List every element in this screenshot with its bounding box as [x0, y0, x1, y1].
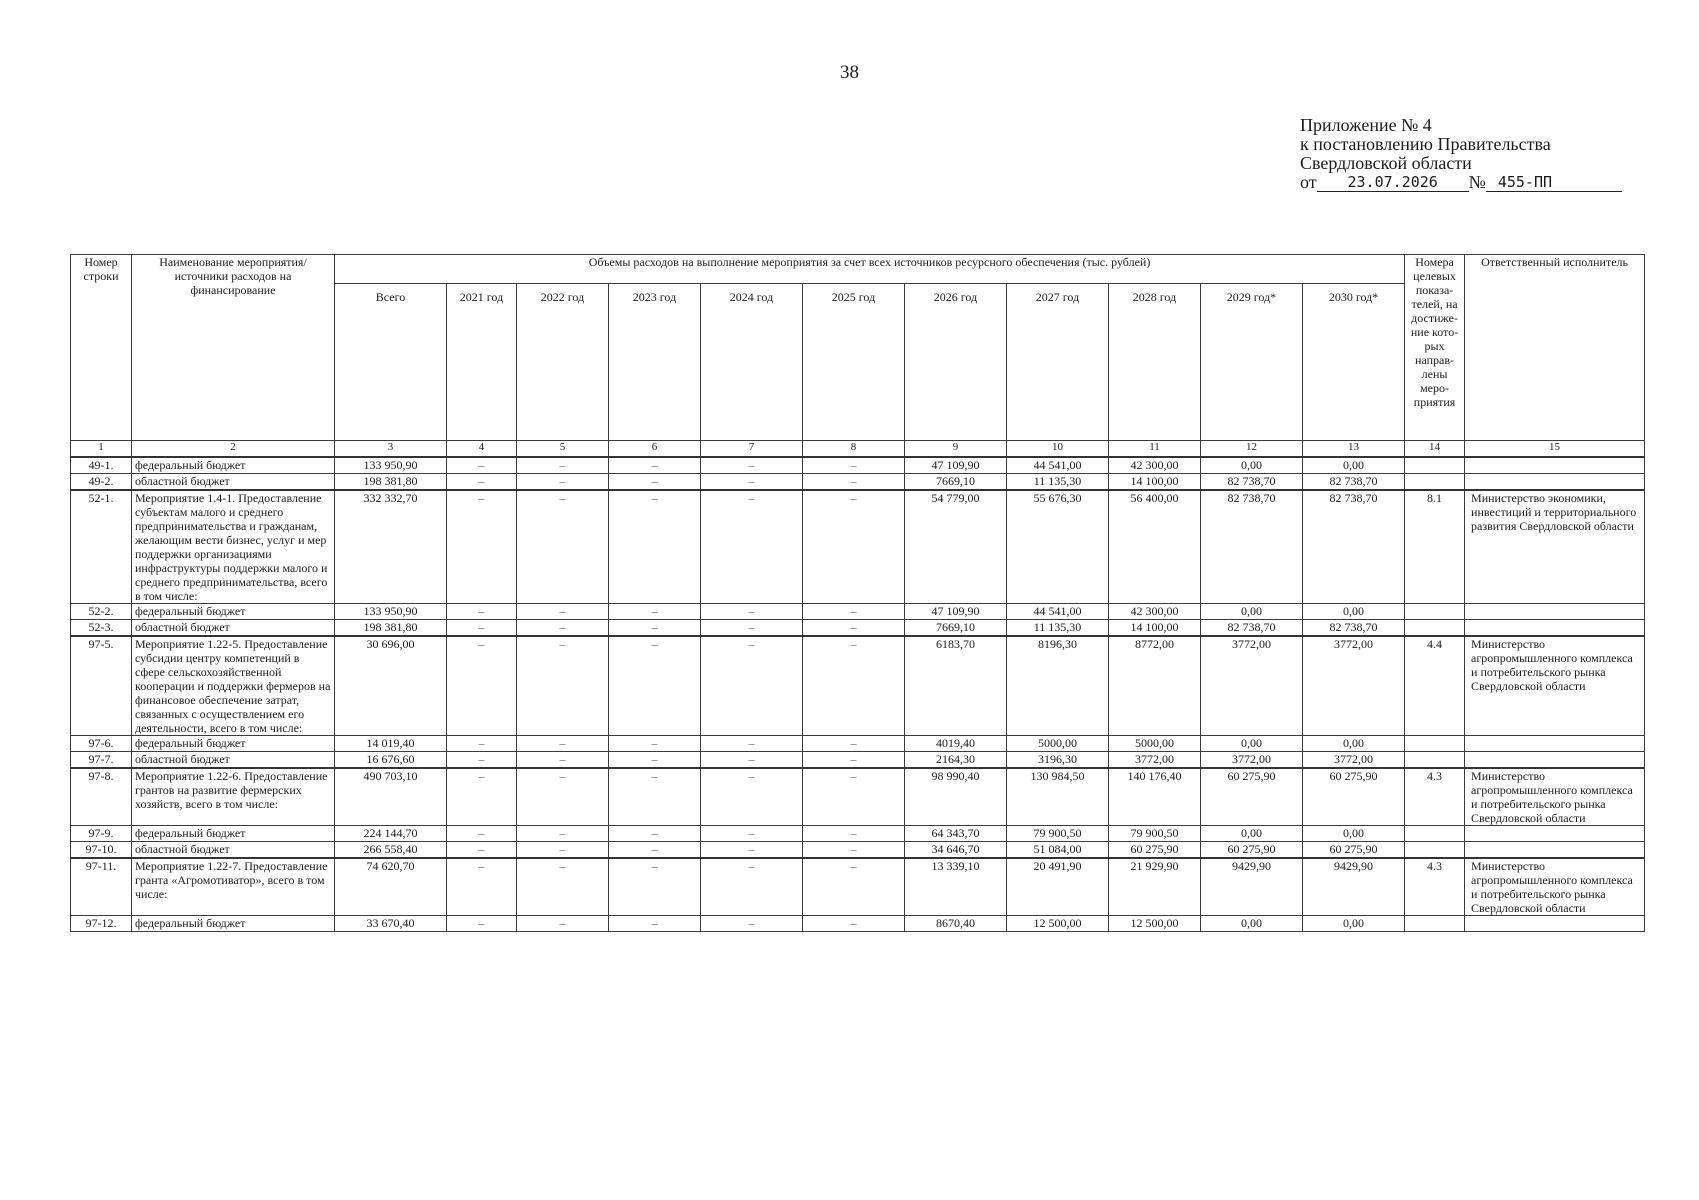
row-number-cell: 97-7. — [71, 752, 132, 769]
total-value-cell: 33 670,40 — [335, 916, 447, 932]
source-row — [71, 457, 1645, 474]
total-value-cell: 198 381,80 — [335, 620, 447, 637]
column-number: 4 — [447, 441, 517, 458]
source-row — [71, 736, 1645, 752]
row-number-cell: 97-11. — [71, 858, 132, 916]
year-value-cell: 60 275,90 — [1201, 768, 1303, 826]
year-value-cell: – — [701, 490, 803, 604]
page-number: 38 — [840, 62, 859, 83]
column-number: 6 — [609, 441, 701, 458]
year-value-cell: – — [701, 768, 803, 826]
executor-cell — [1465, 620, 1645, 637]
year-value-cell: – — [803, 768, 905, 826]
year-value-cell: 42 300,00 — [1109, 604, 1201, 620]
row-number-cell: 97-6. — [71, 736, 132, 752]
year-value-cell: – — [609, 490, 701, 604]
column-number: 14 — [1405, 441, 1465, 458]
year-value-cell: – — [447, 736, 517, 752]
header-year: 2028 год — [1109, 284, 1201, 441]
year-value-cell: 3772,00 — [1201, 636, 1303, 736]
year-value-cell: – — [609, 457, 701, 474]
year-value-cell: 14 100,00 — [1109, 620, 1201, 637]
year-value-cell: 82 738,70 — [1303, 620, 1405, 637]
target-indicator-cell — [1405, 842, 1465, 859]
year-value-cell: 56 400,00 — [1109, 490, 1201, 604]
year-value-cell: – — [701, 457, 803, 474]
target-indicator-cell — [1405, 736, 1465, 752]
header-year: 2021 год — [447, 284, 517, 441]
header-total: Всего — [335, 284, 447, 441]
target-indicator-cell — [1405, 620, 1465, 637]
year-value-cell: 7669,10 — [905, 620, 1007, 637]
year-value-cell: 82 738,70 — [1303, 474, 1405, 491]
year-value-cell: 4019,40 — [905, 736, 1007, 752]
year-value-cell: 3772,00 — [1109, 752, 1201, 769]
year-value-cell: 3772,00 — [1201, 752, 1303, 769]
year-value-cell: – — [803, 736, 905, 752]
year-value-cell: 11 135,30 — [1007, 474, 1109, 491]
column-number: 9 — [905, 441, 1007, 458]
year-value-cell: 60 275,90 — [1303, 842, 1405, 859]
total-value-cell: 14 019,40 — [335, 736, 447, 752]
row-number-cell: 52-1. — [71, 490, 132, 604]
row-name-cell: федеральный бюджет — [132, 457, 335, 474]
executor-cell — [1465, 736, 1645, 752]
year-value-cell: – — [803, 752, 905, 769]
year-value-cell: 0,00 — [1303, 604, 1405, 620]
header-year: 2024 год — [701, 284, 803, 441]
year-value-cell: – — [701, 842, 803, 859]
target-indicator-cell — [1405, 604, 1465, 620]
row-number-cell: 97-9. — [71, 826, 132, 842]
number-label: № — [1468, 172, 1486, 192]
year-value-cell: – — [609, 916, 701, 932]
row-name-cell: Мероприятие 1.4-1. Предоставление субъектам малого и среднего предпринимательства и гражданам, желающим вести бизнес, услуг и мер поддержки организациями инфраструктуры поддержки малого и среднего предпринимательства, всего в том числе: — [132, 490, 335, 604]
row-name-cell: федеральный бюджет — [132, 826, 335, 842]
year-value-cell: – — [609, 636, 701, 736]
year-value-cell: 82 738,70 — [1201, 474, 1303, 491]
year-value-cell: 130 984,50 — [1007, 768, 1109, 826]
year-value-cell: 7669,10 — [905, 474, 1007, 491]
year-value-cell: – — [517, 604, 609, 620]
year-value-cell: 55 676,30 — [1007, 490, 1109, 604]
year-value-cell: 8670,40 — [905, 916, 1007, 932]
year-value-cell: – — [803, 858, 905, 916]
year-value-cell: 12 500,00 — [1007, 916, 1109, 932]
target-indicator-cell: 4.3 — [1405, 768, 1465, 826]
year-value-cell: – — [803, 457, 905, 474]
year-value-cell: 12 500,00 — [1109, 916, 1201, 932]
year-value-cell: 2164,30 — [905, 752, 1007, 769]
table-body — [71, 457, 1645, 932]
row-number-cell: 97-5. — [71, 636, 132, 736]
year-value-cell: – — [447, 474, 517, 491]
year-value-cell: 82 738,70 — [1303, 490, 1405, 604]
year-value-cell: 0,00 — [1303, 457, 1405, 474]
target-indicator-cell: 4.3 — [1405, 858, 1465, 916]
header-year: 2027 год — [1007, 284, 1109, 441]
row-name-cell: областной бюджет — [132, 620, 335, 637]
executor-cell — [1465, 916, 1645, 932]
measure-row — [71, 490, 1645, 604]
year-value-cell: – — [609, 604, 701, 620]
header-targets: Номера целевых показа-телей, на достиже-ние кото-рых направ-лены меро-приятия — [1405, 255, 1465, 441]
year-value-cell: – — [701, 620, 803, 637]
target-indicator-cell — [1405, 752, 1465, 769]
row-name-cell: Мероприятие 1.22-7. Предоставление гранта «Агромотиватор», всего в том числе: — [132, 858, 335, 916]
total-value-cell: 198 381,80 — [335, 474, 447, 491]
year-value-cell: 0,00 — [1201, 604, 1303, 620]
budget-table — [70, 254, 1645, 932]
column-number-row — [71, 441, 1645, 458]
year-value-cell: – — [517, 636, 609, 736]
total-value-cell: 74 620,70 — [335, 858, 447, 916]
year-value-cell: 79 900,50 — [1109, 826, 1201, 842]
row-number-cell: 97-10. — [71, 842, 132, 859]
row-name-cell: областной бюджет — [132, 474, 335, 491]
year-value-cell: 60 275,90 — [1303, 768, 1405, 826]
year-value-cell: 98 990,40 — [905, 768, 1007, 826]
column-number: 2 — [132, 441, 335, 458]
year-value-cell: 0,00 — [1303, 736, 1405, 752]
year-value-cell: 14 100,00 — [1109, 474, 1201, 491]
year-value-cell: – — [609, 620, 701, 637]
year-value-cell: – — [803, 916, 905, 932]
year-value-cell: 6183,70 — [905, 636, 1007, 736]
year-value-cell: 20 491,90 — [1007, 858, 1109, 916]
executor-cell: Министерство агропромышленного комплекса и потребительского рынка Свердловской области — [1465, 636, 1645, 736]
target-indicator-cell — [1405, 474, 1465, 491]
header-year: 2025 год — [803, 284, 905, 441]
year-value-cell: – — [447, 752, 517, 769]
source-row — [71, 826, 1645, 842]
year-value-cell: 82 738,70 — [1201, 490, 1303, 604]
year-value-cell: 82 738,70 — [1201, 620, 1303, 637]
measure-row — [71, 858, 1645, 916]
from-label: от — [1300, 172, 1317, 192]
year-value-cell: 8196,30 — [1007, 636, 1109, 736]
year-value-cell: – — [517, 474, 609, 491]
column-number: 13 — [1303, 441, 1405, 458]
year-value-cell: – — [517, 620, 609, 637]
year-value-cell: 0,00 — [1201, 916, 1303, 932]
year-value-cell: – — [803, 826, 905, 842]
year-value-cell: – — [447, 826, 517, 842]
year-value-cell: 0,00 — [1201, 826, 1303, 842]
source-row — [71, 604, 1645, 620]
row-number-cell: 52-2. — [71, 604, 132, 620]
target-indicator-cell: 8.1 — [1405, 490, 1465, 604]
source-row — [71, 752, 1645, 769]
executor-cell: Министерство агропромышленного комплекса и потребительского рынка Свердловской области — [1465, 768, 1645, 826]
year-value-cell: – — [517, 916, 609, 932]
source-row — [71, 620, 1645, 637]
row-name-cell: Мероприятие 1.22-5. Предоставление субсидии центру компетенций в сфере сельскохозяйственной кооперации и поддержки фермеров на финансовое обеспечение затрат, связанных с осуществлением его деятельности, всего в том числе: — [132, 636, 335, 736]
row-number-cell: 97-12. — [71, 916, 132, 932]
year-value-cell: 5000,00 — [1007, 736, 1109, 752]
total-value-cell: 490 703,10 — [335, 768, 447, 826]
column-number: 3 — [335, 441, 447, 458]
row-name-cell: областной бюджет — [132, 752, 335, 769]
header-year: 2026 год — [905, 284, 1007, 441]
year-value-cell: – — [701, 826, 803, 842]
total-value-cell: 133 950,90 — [335, 604, 447, 620]
year-value-cell: 42 300,00 — [1109, 457, 1201, 474]
year-value-cell: – — [803, 604, 905, 620]
year-value-cell: 9429,90 — [1303, 858, 1405, 916]
year-value-cell: – — [701, 636, 803, 736]
year-value-cell: – — [803, 490, 905, 604]
year-value-cell: 34 646,70 — [905, 842, 1007, 859]
year-value-cell: – — [609, 858, 701, 916]
source-row — [71, 916, 1645, 932]
measure-row — [71, 768, 1645, 826]
year-value-cell: 0,00 — [1201, 736, 1303, 752]
year-value-cell: – — [517, 736, 609, 752]
column-number: 10 — [1007, 441, 1109, 458]
year-value-cell: 79 900,50 — [1007, 826, 1109, 842]
appendix-resolution-line: к постановлению Правительства — [1300, 134, 1551, 154]
header-year: 2030 год* — [1303, 284, 1405, 441]
executor-cell — [1465, 604, 1645, 620]
year-value-cell: – — [517, 457, 609, 474]
row-number-cell: 49-2. — [71, 474, 132, 491]
row-number-cell: 52-3. — [71, 620, 132, 637]
year-value-cell: – — [803, 842, 905, 859]
row-name-cell: федеральный бюджет — [132, 736, 335, 752]
appendix-date-line — [1300, 173, 1622, 192]
appendix-header — [1300, 116, 1622, 192]
year-value-cell: 140 176,40 — [1109, 768, 1201, 826]
year-value-cell: – — [447, 620, 517, 637]
year-value-cell: 8772,00 — [1109, 636, 1201, 736]
year-value-cell: – — [447, 916, 517, 932]
year-value-cell: 64 343,70 — [905, 826, 1007, 842]
year-value-cell: – — [609, 826, 701, 842]
year-value-cell: 0,00 — [1303, 916, 1405, 932]
header-executor: Ответственный исполнитель — [1465, 255, 1645, 441]
target-indicator-cell — [1405, 826, 1465, 842]
year-value-cell: – — [517, 826, 609, 842]
executor-cell — [1465, 474, 1645, 491]
year-value-cell: – — [447, 768, 517, 826]
resolution-number: 455-ПП — [1486, 174, 1622, 192]
year-value-cell: 21 929,90 — [1109, 858, 1201, 916]
row-name-cell: Мероприятие 1.22-6. Предоставление грантов на развитие фермерских хозяйств, всего в том числе: — [132, 768, 335, 826]
year-value-cell: – — [609, 752, 701, 769]
column-number: 7 — [701, 441, 803, 458]
header-year: 2022 год — [517, 284, 609, 441]
header-volumes: Объемы расходов на выполнение мероприятия за счет всех источников ресурсного обеспечения (тыс. рублей) — [335, 255, 1405, 284]
executor-cell — [1465, 457, 1645, 474]
total-value-cell: 332 332,70 — [335, 490, 447, 604]
header-year: 2023 год — [609, 284, 701, 441]
year-value-cell: – — [701, 858, 803, 916]
year-value-cell: 47 109,90 — [905, 604, 1007, 620]
column-number: 11 — [1109, 441, 1201, 458]
year-value-cell: 9429,90 — [1201, 858, 1303, 916]
row-name-cell: федеральный бюджет — [132, 916, 335, 932]
year-value-cell: – — [701, 604, 803, 620]
year-value-cell: 5000,00 — [1109, 736, 1201, 752]
target-indicator-cell — [1405, 457, 1465, 474]
year-value-cell: 3772,00 — [1303, 636, 1405, 736]
resolution-date: 23.07.2026 — [1317, 174, 1469, 192]
year-value-cell: 47 109,90 — [905, 457, 1007, 474]
year-value-cell: 54 779,00 — [905, 490, 1007, 604]
year-value-cell: 11 135,30 — [1007, 620, 1109, 637]
target-indicator-cell — [1405, 916, 1465, 932]
year-value-cell: 13 339,10 — [905, 858, 1007, 916]
year-value-cell: 60 275,90 — [1109, 842, 1201, 859]
executor-cell: Министерство агропромышленного комплекса и потребительского рынка Свердловской области — [1465, 858, 1645, 916]
year-value-cell: 3196,30 — [1007, 752, 1109, 769]
year-value-cell: 60 275,90 — [1201, 842, 1303, 859]
measure-row — [71, 636, 1645, 736]
executor-cell — [1465, 842, 1645, 859]
executor-cell — [1465, 752, 1645, 769]
year-value-cell: 44 541,00 — [1007, 604, 1109, 620]
year-value-cell: – — [447, 842, 517, 859]
year-value-cell: – — [609, 842, 701, 859]
total-value-cell: 266 558,40 — [335, 842, 447, 859]
year-value-cell: – — [447, 636, 517, 736]
column-number: 5 — [517, 441, 609, 458]
column-number: 8 — [803, 441, 905, 458]
source-row — [71, 474, 1645, 491]
year-value-cell: – — [517, 858, 609, 916]
year-value-cell: – — [517, 842, 609, 859]
year-value-cell: – — [447, 490, 517, 604]
year-value-cell: – — [447, 604, 517, 620]
year-value-cell: – — [517, 490, 609, 604]
year-value-cell: – — [609, 736, 701, 752]
year-value-cell: – — [609, 474, 701, 491]
header-year: 2029 год* — [1201, 284, 1303, 441]
appendix-region-line: Свердловской области — [1300, 153, 1472, 173]
target-indicator-cell: 4.4 — [1405, 636, 1465, 736]
column-number: 12 — [1201, 441, 1303, 458]
year-value-cell: 0,00 — [1303, 826, 1405, 842]
row-name-cell: областной бюджет — [132, 842, 335, 859]
source-row — [71, 842, 1645, 859]
column-number: 1 — [71, 441, 132, 458]
year-value-cell: 51 084,00 — [1007, 842, 1109, 859]
year-value-cell: 3772,00 — [1303, 752, 1405, 769]
total-value-cell: 30 696,00 — [335, 636, 447, 736]
executor-cell — [1465, 826, 1645, 842]
year-value-cell: – — [803, 620, 905, 637]
year-value-cell: – — [701, 916, 803, 932]
year-value-cell: – — [517, 752, 609, 769]
executor-cell: Министерство экономики, инвестиций и территориального развития Свердловской области — [1465, 490, 1645, 604]
header-name: Наименование мероприятия/ источники расходов на финансирование — [132, 255, 335, 441]
year-value-cell: – — [447, 858, 517, 916]
year-value-cell: 0,00 — [1201, 457, 1303, 474]
year-value-cell: – — [803, 474, 905, 491]
year-value-cell: – — [803, 636, 905, 736]
year-value-cell: – — [701, 752, 803, 769]
year-value-cell: – — [701, 474, 803, 491]
year-value-cell: – — [517, 768, 609, 826]
year-value-cell: 44 541,00 — [1007, 457, 1109, 474]
row-number-cell: 49-1. — [71, 457, 132, 474]
appendix-title: Приложение № 4 — [1300, 115, 1432, 135]
year-value-cell: – — [701, 736, 803, 752]
total-value-cell: 224 144,70 — [335, 826, 447, 842]
year-value-cell: – — [609, 768, 701, 826]
header-row-number: Номер строки — [71, 255, 132, 441]
total-value-cell: 16 676,60 — [335, 752, 447, 769]
row-name-cell: федеральный бюджет — [132, 604, 335, 620]
year-value-cell: – — [447, 457, 517, 474]
row-number-cell: 97-8. — [71, 768, 132, 826]
total-value-cell: 133 950,90 — [335, 457, 447, 474]
column-number: 15 — [1465, 441, 1645, 458]
